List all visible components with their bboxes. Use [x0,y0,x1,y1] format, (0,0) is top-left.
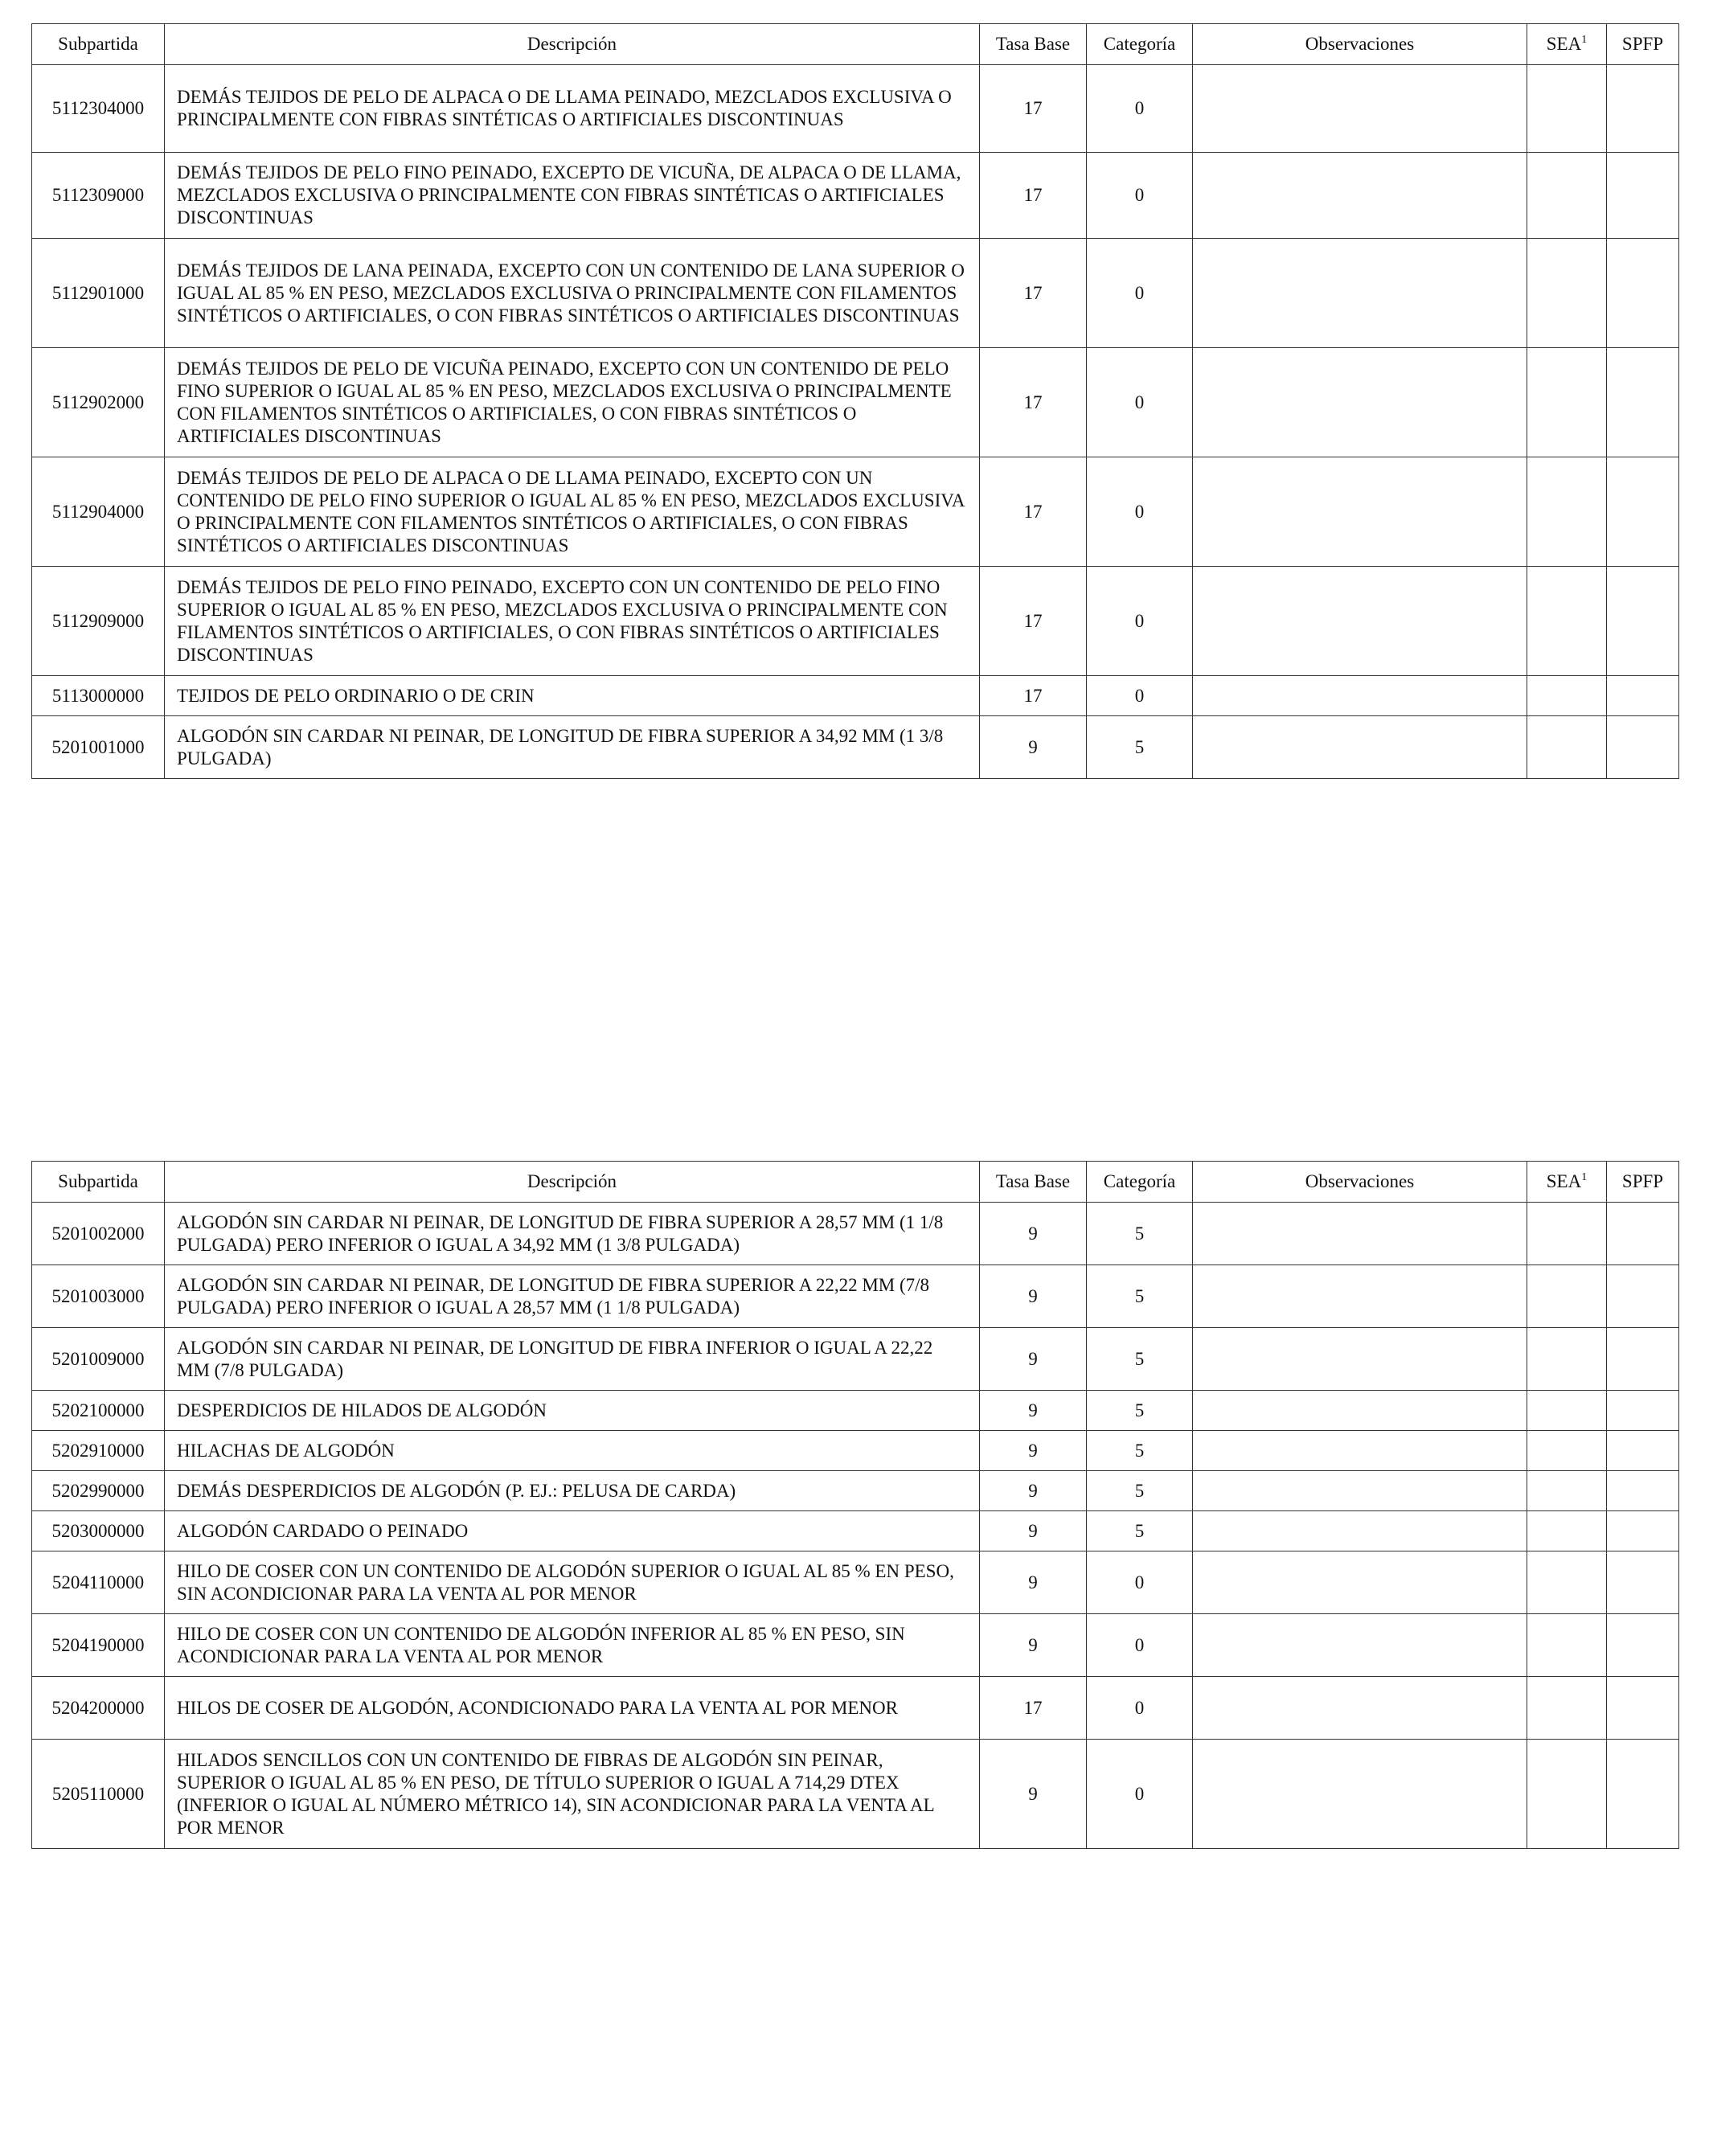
cell-descripcion: DEMÁS TEJIDOS DE PELO FINO PEINADO, EXCEPTO DE VICUÑA, DE ALPACA O DE LLAMA, MEZCLADOS EXCLUSIVA O PRINCIPALMENTE CON FIBRAS SINTÉTICAS O ARTIFICIALES DISCONTINUAS [165,153,980,239]
cell-categoria: 0 [1087,153,1193,239]
cell-categoria: 5 [1087,1203,1193,1265]
cell-sea [1527,457,1607,567]
cell-spfp [1607,1391,1679,1431]
cell-descripcion: HILACHAS DE ALGODÓN [165,1431,980,1471]
cell-tasa-base: 17 [980,65,1087,153]
cell-spfp [1607,1265,1679,1328]
cell-tasa-base: 17 [980,457,1087,567]
cell-spfp [1607,676,1679,716]
header-tasa-base: Tasa Base [980,1162,1087,1203]
table-row [32,348,1679,457]
cell-spfp [1607,1511,1679,1551]
cell-subpartida: 5201001000 [32,716,165,779]
cell-tasa-base: 9 [980,1471,1087,1511]
cell-subpartida: 5112909000 [32,567,165,676]
cell-categoria: 5 [1087,1391,1193,1431]
cell-observaciones [1193,239,1527,348]
header-sea-footnote: 1 [1581,1171,1588,1183]
tariff-table-1 [31,23,1679,779]
cell-categoria: 0 [1087,1677,1193,1740]
cell-spfp [1607,1203,1679,1265]
cell-spfp [1607,1677,1679,1740]
cell-subpartida: 5112904000 [32,457,165,567]
cell-sea [1527,153,1607,239]
cell-observaciones [1193,1677,1527,1740]
header-sea-footnote: 1 [1581,34,1588,46]
cell-sea [1527,1265,1607,1328]
table-row [32,1265,1679,1328]
cell-descripcion: DEMÁS TEJIDOS DE PELO FINO PEINADO, EXCEPTO CON UN CONTENIDO DE PELO FINO SUPERIOR O IGUAL AL 85 % EN PESO, MEZCLADOS EXCLUSIVA O PRINCIPALMENTE CON FILAMENTOS SINTÉTICOS O ARTIFICIALES, O CON FIBRAS SINTÉTICOS O ARTIFICIALES DISCONTINUAS [165,567,980,676]
cell-tasa-base: 17 [980,567,1087,676]
cell-observaciones [1193,457,1527,567]
cell-observaciones [1193,1431,1527,1471]
cell-descripcion: ALGODÓN SIN CARDAR NI PEINAR, DE LONGITUD DE FIBRA INFERIOR O IGUAL A 22,22 MM (7/8 PULGADA) [165,1328,980,1391]
cell-categoria: 5 [1087,1471,1193,1511]
table-row [32,457,1679,567]
table-row [32,1551,1679,1614]
cell-descripcion: ALGODÓN SIN CARDAR NI PEINAR, DE LONGITUD DE FIBRA SUPERIOR A 28,57 MM (1 1/8 PULGADA) PERO INFERIOR O IGUAL A 34,92 MM (1 3/8 PULGADA) [165,1203,980,1265]
cell-subpartida: 5203000000 [32,1511,165,1551]
header-row [32,24,1679,65]
header-subpartida: Subpartida [32,1162,165,1203]
cell-subpartida: 5112902000 [32,348,165,457]
cell-spfp [1607,153,1679,239]
cell-observaciones [1193,676,1527,716]
cell-categoria: 0 [1087,65,1193,153]
cell-spfp [1607,1471,1679,1511]
cell-tasa-base: 17 [980,153,1087,239]
cell-sea [1527,676,1607,716]
cell-categoria: 5 [1087,1265,1193,1328]
cell-descripcion: DEMÁS TEJIDOS DE PELO DE ALPACA O DE LLAMA PEINADO, MEZCLADOS EXCLUSIVA O PRINCIPALMENTE CON FIBRAS SINTÉTICAS O ARTIFICIALES DISCONTINUAS [165,65,980,153]
table-row [32,1677,1679,1740]
cell-sea [1527,1391,1607,1431]
cell-descripcion: DEMÁS DESPERDICIOS DE ALGODÓN (P. EJ.: PELUSA DE CARDA) [165,1471,980,1511]
cell-tasa-base: 17 [980,676,1087,716]
header-subpartida: Subpartida [32,24,165,65]
cell-observaciones [1193,1265,1527,1328]
table-row [32,567,1679,676]
header-sea [1527,1162,1607,1203]
cell-descripcion: TEJIDOS DE PELO ORDINARIO O DE CRIN [165,676,980,716]
header-sea-label: SEA [1546,34,1582,54]
cell-tasa-base: 9 [980,1551,1087,1614]
cell-subpartida: 5204190000 [32,1614,165,1677]
cell-spfp [1607,65,1679,153]
cell-tasa-base: 9 [980,1614,1087,1677]
cell-categoria: 0 [1087,348,1193,457]
cell-subpartida: 5112309000 [32,153,165,239]
cell-spfp [1607,1614,1679,1677]
cell-spfp [1607,1551,1679,1614]
cell-subpartida: 5205110000 [32,1740,165,1849]
cell-observaciones [1193,1203,1527,1265]
cell-tasa-base: 17 [980,1677,1087,1740]
cell-subpartida: 5202910000 [32,1431,165,1471]
table-row [32,716,1679,779]
header-sea-label: SEA [1546,1171,1582,1191]
cell-categoria: 0 [1087,676,1193,716]
table-row [32,153,1679,239]
table-row [32,1391,1679,1431]
cell-sea [1527,1551,1607,1614]
cell-categoria: 0 [1087,1614,1193,1677]
cell-tasa-base: 9 [980,1203,1087,1265]
cell-sea [1527,1431,1607,1471]
cell-subpartida: 5112901000 [32,239,165,348]
cell-sea [1527,1677,1607,1740]
cell-descripcion: ALGODÓN CARDADO O PEINADO [165,1511,980,1551]
cell-observaciones [1193,1511,1527,1551]
header-categoria: Categoría [1087,1162,1193,1203]
cell-sea [1527,1511,1607,1551]
cell-observaciones [1193,153,1527,239]
table-row [32,65,1679,153]
cell-categoria: 5 [1087,1431,1193,1471]
cell-spfp [1607,716,1679,779]
cell-descripcion: DEMÁS TEJIDOS DE PELO DE VICUÑA PEINADO, EXCEPTO CON UN CONTENIDO DE PELO FINO SUPERIOR O IGUAL AL 85 % EN PESO, MEZCLADOS EXCLUSIVA O PRINCIPALMENTE CON FILAMENTOS SINTÉTICOS O ARTIFICIALES, O CON FIBRAS SINTÉTICOS O ARTIFICIALES DISCONTINUAS [165,348,980,457]
cell-tasa-base: 17 [980,348,1087,457]
cell-observaciones [1193,1328,1527,1391]
cell-subpartida: 5202990000 [32,1471,165,1511]
cell-observaciones [1193,567,1527,676]
cell-sea [1527,716,1607,779]
cell-categoria: 0 [1087,457,1193,567]
cell-spfp [1607,1431,1679,1471]
cell-descripcion: HILO DE COSER CON UN CONTENIDO DE ALGODÓN SUPERIOR O IGUAL AL 85 % EN PESO, SIN ACONDICIONAR PARA LA VENTA AL POR MENOR [165,1551,980,1614]
cell-spfp [1607,457,1679,567]
cell-sea [1527,239,1607,348]
cell-observaciones [1193,1391,1527,1431]
cell-subpartida: 5204110000 [32,1551,165,1614]
cell-subpartida: 5201002000 [32,1203,165,1265]
header-descripcion: Descripción [165,24,980,65]
cell-descripcion: DEMÁS TEJIDOS DE LANA PEINADA, EXCEPTO CON UN CONTENIDO DE LANA SUPERIOR O IGUAL AL 85 % EN PESO, MEZCLADOS EXCLUSIVA O PRINCIPALMENTE CON FILAMENTOS SINTÉTICOS O ARTIFICIALES, O CON FIBRAS SINTÉTICOS O ARTIFICIALES DISCONTINUAS [165,239,980,348]
cell-spfp [1607,348,1679,457]
cell-sea [1527,1471,1607,1511]
cell-sea [1527,1740,1607,1849]
header-categoria: Categoría [1087,24,1193,65]
header-row [32,1162,1679,1203]
cell-descripcion: HILADOS SENCILLOS CON UN CONTENIDO DE FIBRAS DE ALGODÓN SIN PEINAR, SUPERIOR O IGUAL AL 85 % EN PESO, DE TÍTULO SUPERIOR O IGUAL A 714,29 DTEX (INFERIOR O IGUAL AL NÚMERO MÉTRICO 14), SIN ACONDICIONAR PARA LA VENTA AL POR MENOR [165,1740,980,1849]
cell-subpartida: 5113000000 [32,676,165,716]
cell-tasa-base: 9 [980,1391,1087,1431]
cell-observaciones [1193,1740,1527,1849]
cell-spfp [1607,239,1679,348]
cell-categoria: 0 [1087,567,1193,676]
header-spfp: SPFP [1607,24,1679,65]
cell-tasa-base: 9 [980,1431,1087,1471]
cell-sea [1527,1328,1607,1391]
cell-subpartida: 5201003000 [32,1265,165,1328]
cell-descripcion: DESPERDICIOS DE HILADOS DE ALGODÓN [165,1391,980,1431]
cell-sea [1527,1614,1607,1677]
cell-observaciones [1193,1551,1527,1614]
table-row [32,1203,1679,1265]
cell-tasa-base: 9 [980,1511,1087,1551]
cell-observaciones [1193,716,1527,779]
cell-tasa-base: 9 [980,716,1087,779]
table-row [32,1471,1679,1511]
cell-descripcion: ALGODÓN SIN CARDAR NI PEINAR, DE LONGITUD DE FIBRA SUPERIOR A 34,92 MM (1 3/8 PULGADA) [165,716,980,779]
cell-observaciones [1193,348,1527,457]
header-spfp: SPFP [1607,1162,1679,1203]
cell-descripcion: HILO DE COSER CON UN CONTENIDO DE ALGODÓN INFERIOR AL 85 % EN PESO, SIN ACONDICIONAR PARA LA VENTA AL POR MENOR [165,1614,980,1677]
table-row [32,239,1679,348]
cell-sea [1527,65,1607,153]
table-row [32,1614,1679,1677]
cell-categoria: 5 [1087,1328,1193,1391]
cell-categoria: 0 [1087,1551,1193,1614]
cell-tasa-base: 17 [980,239,1087,348]
cell-sea [1527,348,1607,457]
cell-descripcion: HILOS DE COSER DE ALGODÓN, ACONDICIONADO PARA LA VENTA AL POR MENOR [165,1677,980,1740]
cell-categoria: 0 [1087,1740,1193,1849]
header-observaciones: Observaciones [1193,1162,1527,1203]
cell-observaciones [1193,1614,1527,1677]
cell-observaciones [1193,65,1527,153]
header-descripcion: Descripción [165,1162,980,1203]
cell-subpartida: 5112304000 [32,65,165,153]
header-observaciones: Observaciones [1193,24,1527,65]
table-row [32,676,1679,716]
cell-descripcion: DEMÁS TEJIDOS DE PELO DE ALPACA O DE LLAMA PEINADO, EXCEPTO CON UN CONTENIDO DE PELO FINO SUPERIOR O IGUAL AL 85 % EN PESO, MEZCLADOS EXCLUSIVA O PRINCIPALMENTE CON FILAMENTOS SINTÉTICOS O ARTIFICIALES, O CON FIBRAS SINTÉTICOS O ARTIFICIALES DISCONTINUAS [165,457,980,567]
cell-subpartida: 5204200000 [32,1677,165,1740]
cell-spfp [1607,1328,1679,1391]
header-tasa-base: Tasa Base [980,24,1087,65]
cell-spfp [1607,567,1679,676]
cell-descripcion: ALGODÓN SIN CARDAR NI PEINAR, DE LONGITUD DE FIBRA SUPERIOR A 22,22 MM (7/8 PULGADA) PERO INFERIOR O IGUAL A 28,57 MM (1 1/8 PULGADA) [165,1265,980,1328]
table-row [32,1328,1679,1391]
cell-subpartida: 5201009000 [32,1328,165,1391]
cell-tasa-base: 9 [980,1328,1087,1391]
cell-categoria: 0 [1087,239,1193,348]
header-sea [1527,24,1607,65]
cell-categoria: 5 [1087,716,1193,779]
cell-tasa-base: 9 [980,1740,1087,1849]
cell-observaciones [1193,1471,1527,1511]
table-row [32,1511,1679,1551]
cell-sea [1527,567,1607,676]
table-row [32,1740,1679,1849]
cell-sea [1527,1203,1607,1265]
tariff-table-2 [31,1161,1679,1849]
cell-spfp [1607,1740,1679,1849]
cell-subpartida: 5202100000 [32,1391,165,1431]
cell-categoria: 5 [1087,1511,1193,1551]
table-row [32,1431,1679,1471]
cell-tasa-base: 9 [980,1265,1087,1328]
